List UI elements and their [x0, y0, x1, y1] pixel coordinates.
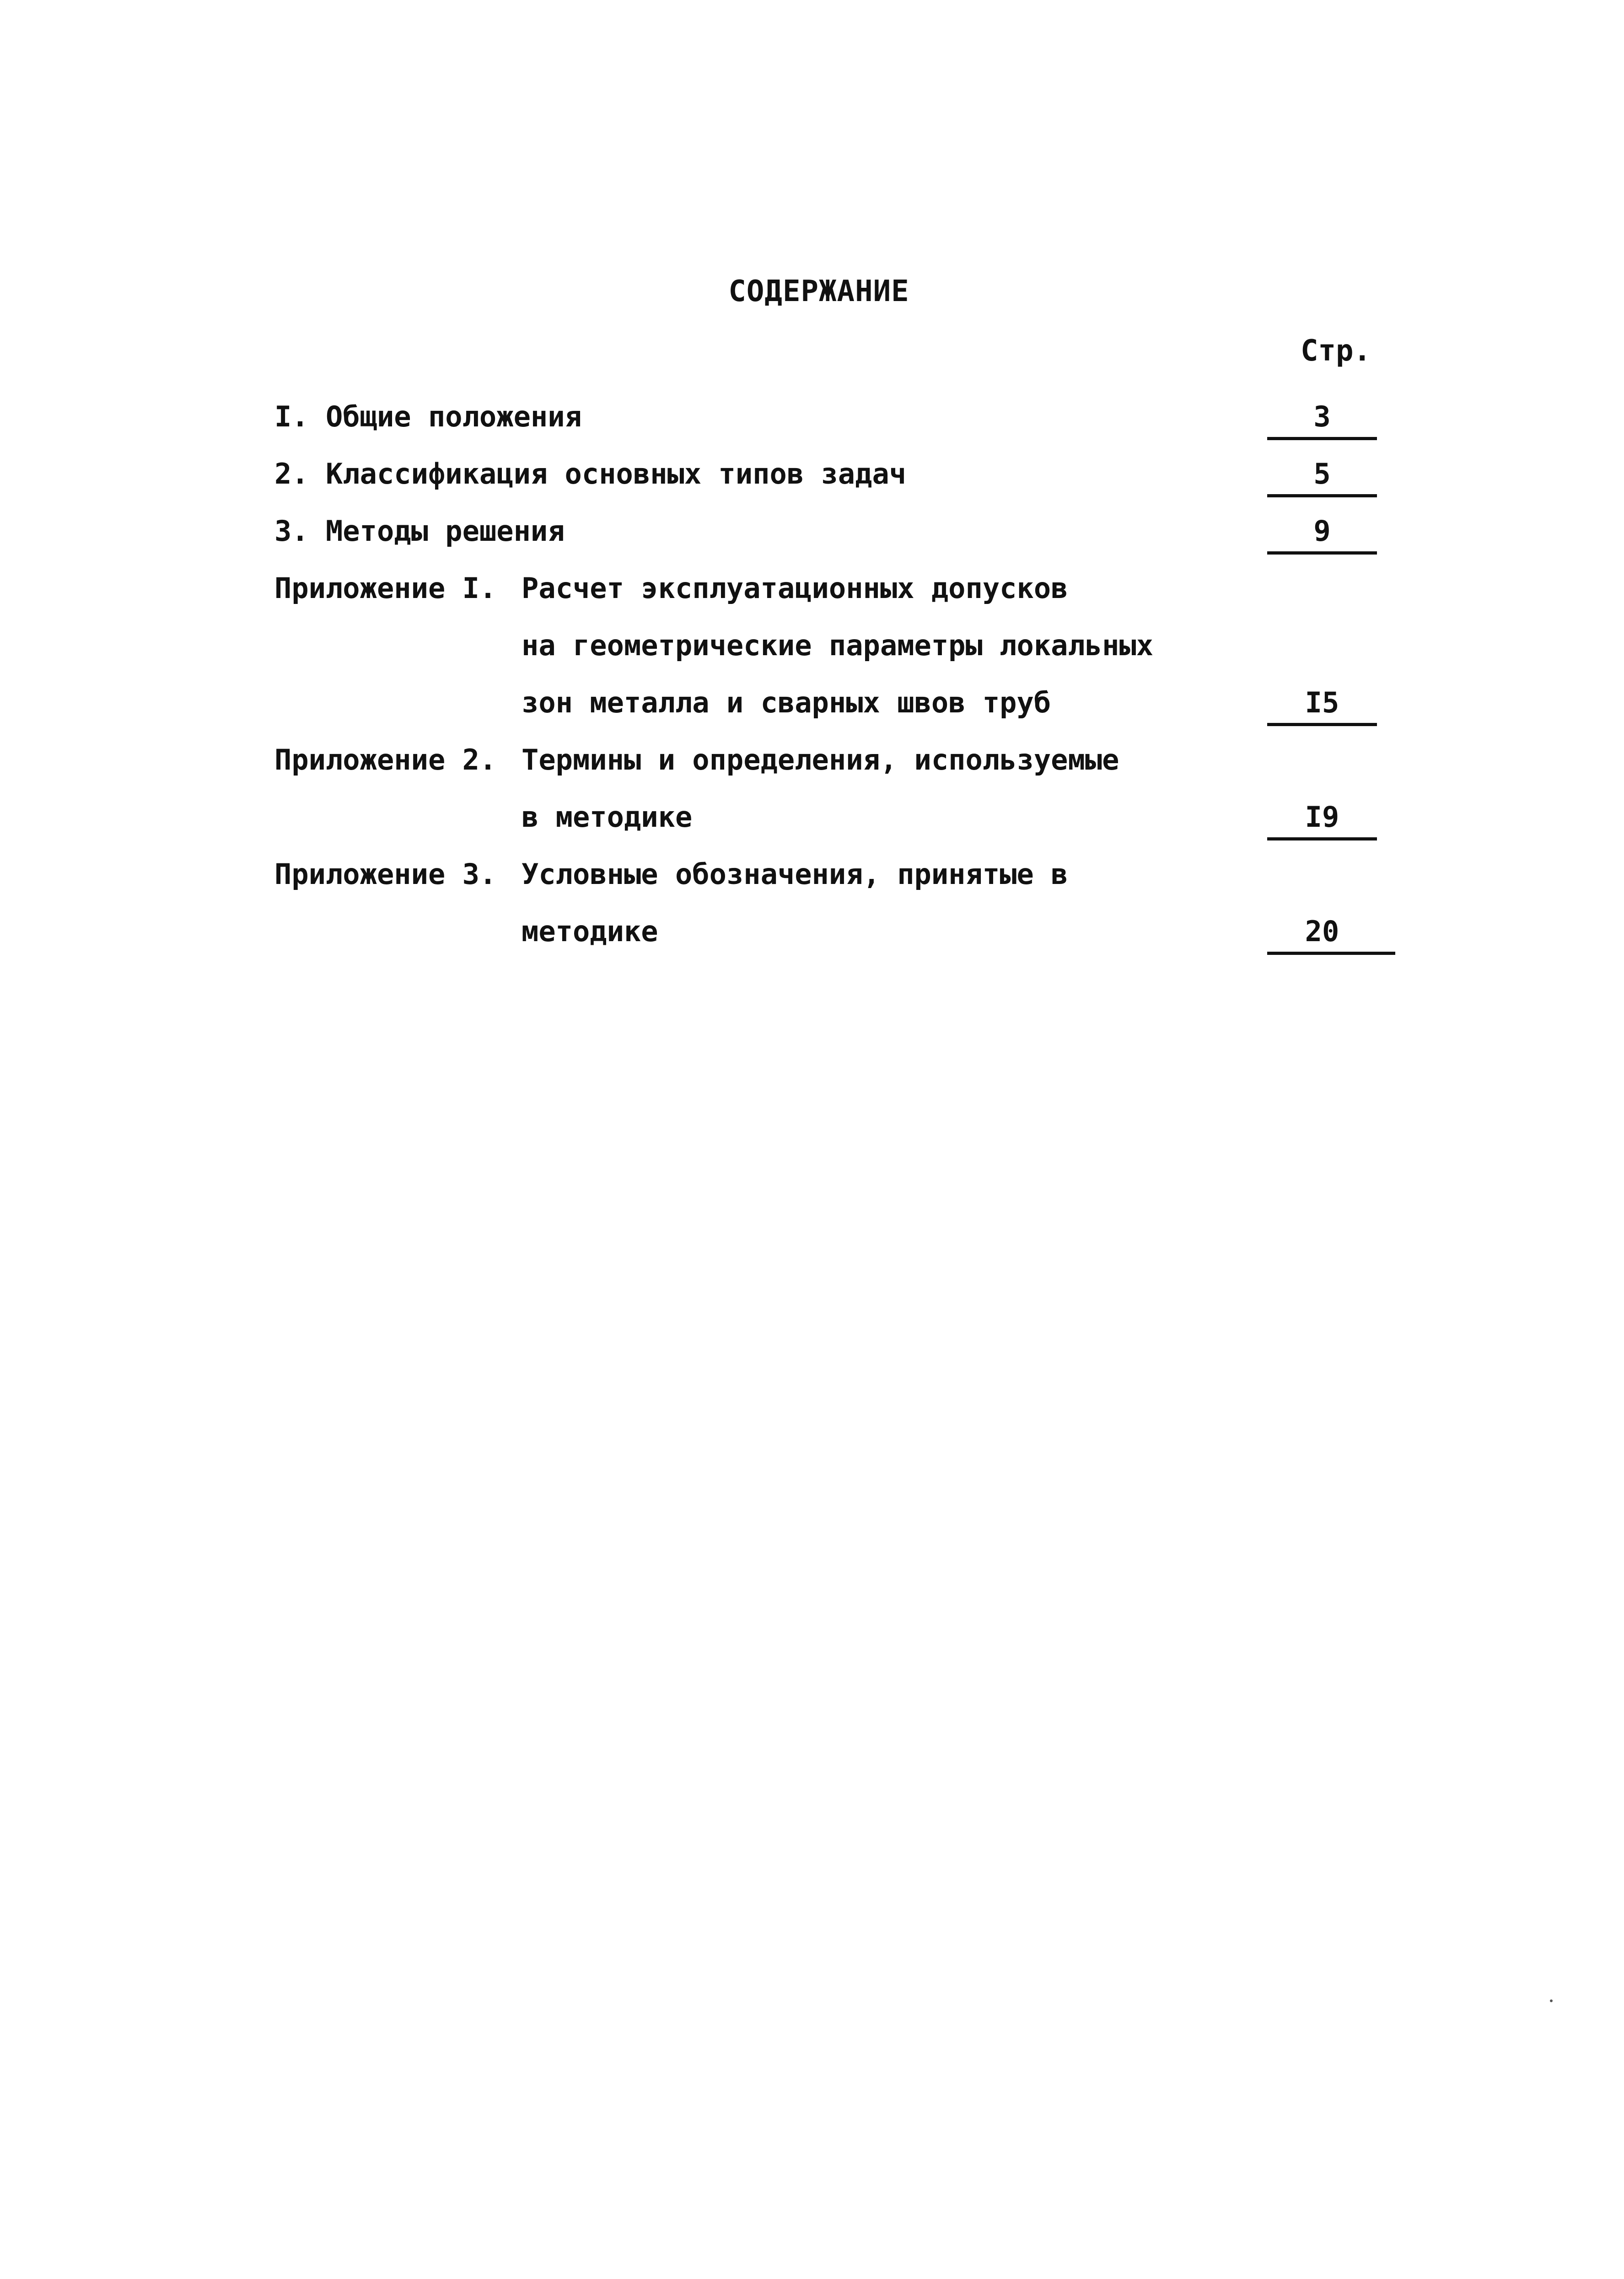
- toc-entry-3-page: 9: [1313, 514, 1331, 548]
- toc-entry-1-page: 3: [1313, 400, 1331, 433]
- toc-appendix-1-line-2: на геометрические параметры локальных: [522, 629, 1154, 662]
- toc-appendix-3-page: 20: [1305, 915, 1339, 948]
- toc-entry-2-underline: [1267, 494, 1377, 497]
- toc-appendix-1-line-3: зон металла и сварных швов труб: [522, 686, 1051, 719]
- toc-appendix-2-line-1: Термины и определения, используемые: [522, 743, 1119, 776]
- toc-entry-2-page: 5: [1313, 457, 1331, 490]
- toc-entry-3-underline: [1267, 551, 1377, 555]
- toc-entry-1-underline: [1267, 437, 1377, 440]
- toc-appendix-1-page: I5: [1305, 686, 1339, 719]
- toc-appendix-1-prefix: Приложение I.: [274, 571, 497, 605]
- toc-entry-3-label: 3. Методы решения: [274, 514, 565, 548]
- toc-entry-2-label: 2. Классификация основных типов задач: [274, 457, 907, 490]
- toc-appendix-1-underline: [1267, 723, 1377, 726]
- toc-appendix-1-line-1: Расчет эксплуатационных допусков: [522, 571, 1068, 605]
- toc-appendix-3-underline: [1267, 952, 1395, 955]
- toc-appendix-2-prefix: Приложение 2.: [274, 743, 497, 776]
- toc-appendix-2-page: I9: [1305, 800, 1339, 834]
- toc-appendix-2-line-2: в методике: [522, 800, 693, 834]
- scan-speck: [1550, 1999, 1553, 2002]
- page-column-header: Стр.: [1300, 334, 1371, 368]
- toc-appendix-2-underline: [1267, 837, 1377, 840]
- toc-appendix-3-line-2: методике: [522, 915, 658, 948]
- toc-appendix-3-prefix: Приложение 3.: [274, 857, 497, 891]
- toc-entry-1-label: I. Общие положения: [274, 400, 582, 433]
- toc-title: СОДЕРЖАНИЕ: [728, 275, 909, 308]
- toc-appendix-3-line-1: Условные обозначения, принятые в: [522, 857, 1068, 891]
